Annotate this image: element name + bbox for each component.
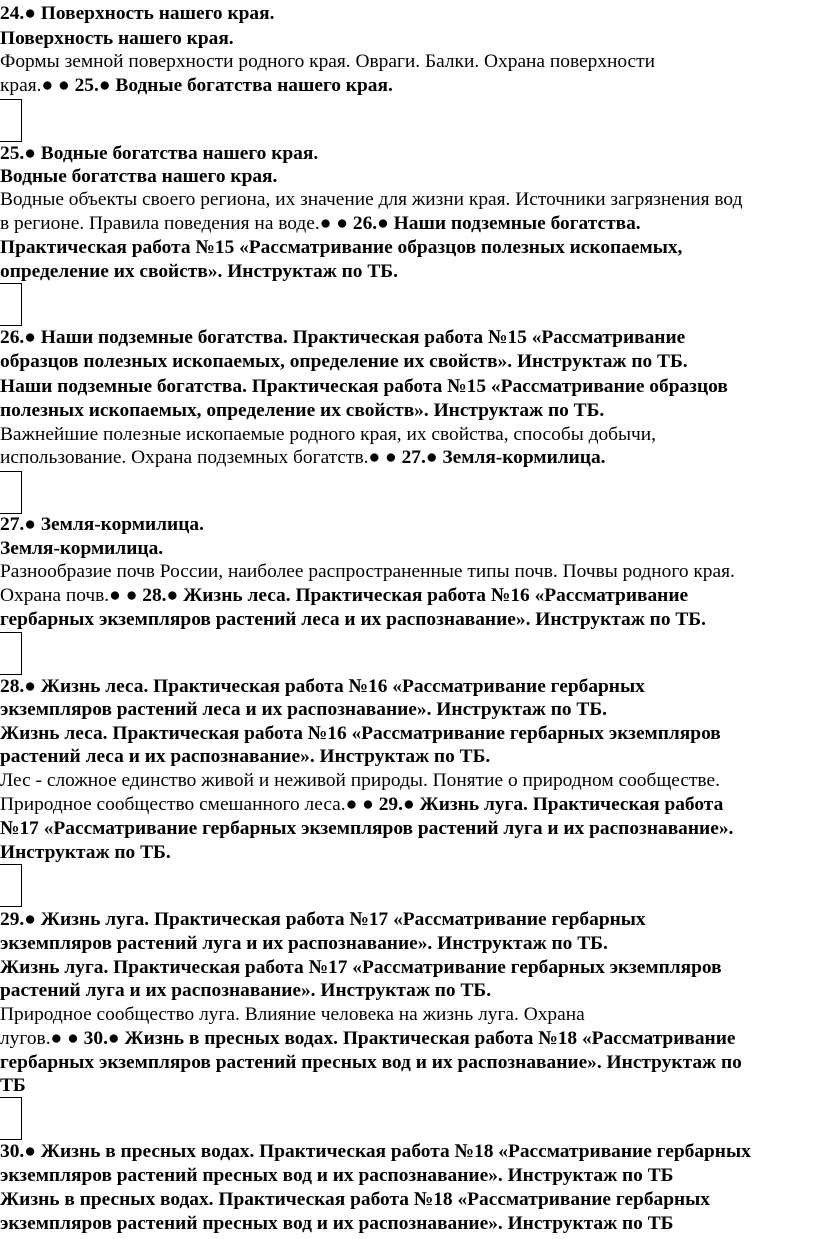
lesson-29-content-tail: лугов.● ● <box>0 1028 84 1049</box>
lesson-25-next-lesson-line2: Практическая работа №15 «Рассматривание образцов полезных ископаемых, <box>0 237 683 258</box>
lesson-29-content-end <box>0 1028 736 1050</box>
lesson-27-header: 27.● Земля-кормилица. <box>0 514 204 535</box>
lesson-27-next-lesson: 28.● Жизнь леса. Практическая работа №16 «Рассматривание <box>142 585 689 606</box>
lesson-24-next-lesson: 25.● Водные богатства нашего края. <box>74 75 393 96</box>
lesson-26-title-line2: полезных ископаемых, определение их свойств». Инструктаж по ТБ. <box>0 400 605 421</box>
lesson-26-content-end <box>0 447 606 469</box>
lesson-29-header-line2: экземпляров растений луга и их распознавание». Инструктаж по ТБ. <box>0 933 608 954</box>
lesson-24-header: 24.● Поверхность нашего края. <box>0 3 275 24</box>
lesson-26-checkbox[interactable] <box>0 471 22 514</box>
lesson-30-header: 30.● Жизнь в пресных водах. Практическая работа №18 «Рассматривание гербарных <box>0 1141 751 1162</box>
lesson-27-title: Земля-кормилица. <box>0 538 164 559</box>
lesson-29-checkbox[interactable] <box>0 1097 22 1140</box>
lesson-25-checkbox[interactable] <box>0 283 22 326</box>
lesson-27-content: Разнообразие почв России, наиболее распространенные типы почв. Почвы родного края. <box>0 561 735 582</box>
lesson-29-title: Жизнь луга. Практическая работа №17 «Рассматривание гербарных экземпляров <box>0 957 722 978</box>
lesson-25-next-lesson: 26.● Наши подземные богатства. <box>352 213 641 234</box>
lesson-27-checkbox[interactable] <box>0 632 22 675</box>
lesson-27-next-lesson-line2: гербарных экземпляров растений леса и их распознавание». Инструктаж по ТБ. <box>0 609 706 630</box>
lesson-30-header-line2: экземпляров растений пресных вод и их распознавание». Инструктаж по ТБ <box>0 1165 674 1186</box>
lesson-28-next-lesson-line2: №17 «Рассматривание гербарных экземпляров растений луга и их распознавание». <box>0 818 734 839</box>
lesson-25-content-end <box>0 213 641 235</box>
lesson-25-content-tail: в регионе. Правила поведения на воде.● ● <box>0 213 353 234</box>
lesson-30-title: Жизнь в пресных водах. Практическая работа №18 «Рассматривание гербарных <box>0 1189 711 1210</box>
lesson-25-header: 25.● Водные богатства нашего края. <box>0 143 319 164</box>
lesson-28-next-lesson: 29.● Жизнь луга. Практическая работа <box>378 794 724 815</box>
lesson-29-next-lesson-line2: гербарных экземпляров растений пресных вод и их распознавание». Инструктаж по <box>0 1052 742 1073</box>
lesson-26-title: Наши подземные богатства. Практическая работа №15 «Рассматривание образцов <box>0 376 728 397</box>
lesson-29-title-line2: растений луга и их распознавание». Инструктаж по ТБ. <box>0 980 492 1001</box>
lesson-26-header-line2: образцов полезных ископаемых, определение их свойств». Инструктаж по ТБ. <box>0 351 688 372</box>
lesson-28-title: Жизнь леса. Практическая работа №16 «Рассматривание гербарных экземпляров <box>0 723 721 744</box>
lesson-24-content: Формы земной поверхности родного края. Овраги. Балки. Охрана поверхности <box>0 51 656 72</box>
lesson-28-title-line2: растений леса и их распознавание». Инструктаж по ТБ. <box>0 746 491 767</box>
lesson-29-content: Природное сообщество луга. Влияние человека на жизнь луга. Охрана <box>0 1004 585 1025</box>
lesson-26-next-lesson: 27.● Земля-кормилица. <box>401 447 606 468</box>
lesson-26-header: 26.● Наши подземные богатства. Практическая работа №15 «Рассматривание <box>0 327 686 348</box>
lesson-28-content-tail: Природное сообщество смешанного леса.● ● <box>0 794 379 815</box>
lesson-26-content-tail: использование. Охрана подземных богатств.● ● <box>0 447 402 468</box>
lesson-28-content: Лес - сложное единство живой и неживой природы. Понятие о природном сообществе. <box>0 770 720 791</box>
lesson-29-header: 29.● Жизнь луга. Практическая работа №17 «Рассматривание гербарных <box>0 909 646 930</box>
lesson-26-content: Важнейшие полезные ископаемые родного края, их свойства, способы добычи, <box>0 424 657 445</box>
lesson-24-checkbox[interactable] <box>0 99 22 142</box>
lesson-28-header: 28.● Жизнь леса. Практическая работа №16 «Рассматривание гербарных <box>0 676 645 697</box>
lesson-25-next-lesson-line3: определение их свойств». Инструктаж по ТБ. <box>0 261 398 282</box>
lesson-24-content-end <box>0 75 393 97</box>
lesson-24-title: Поверхность нашего края. <box>0 28 234 49</box>
lesson-28-content-end <box>0 794 723 816</box>
lesson-28-checkbox[interactable] <box>0 864 22 907</box>
lesson-29-next-lesson-line3: ТБ <box>0 1075 26 1096</box>
lesson-24-content-tail: края.● ● <box>0 75 75 96</box>
lesson-28-header-line2: экземпляров растений леса и их распознавание». Инструктаж по ТБ. <box>0 699 608 720</box>
lesson-27-content-end <box>0 585 688 607</box>
lesson-25-content: Водные объекты своего региона, их значение для жизни края. Источники загрязнения вод <box>0 189 743 210</box>
lesson-30-title-line2: экземпляров растений пресных вод и их распознавание». Инструктаж по ТБ <box>0 1213 674 1234</box>
lesson-28-next-lesson-line3: Инструктаж по ТБ. <box>0 842 171 863</box>
lesson-25-title: Водные богатства нашего края. <box>0 166 278 187</box>
lesson-29-next-lesson: 30.● Жизнь в пресных водах. Практическая работа №18 «Рассматривание <box>83 1028 736 1049</box>
lesson-27-content-tail: Охрана почв.● ● <box>0 585 143 606</box>
